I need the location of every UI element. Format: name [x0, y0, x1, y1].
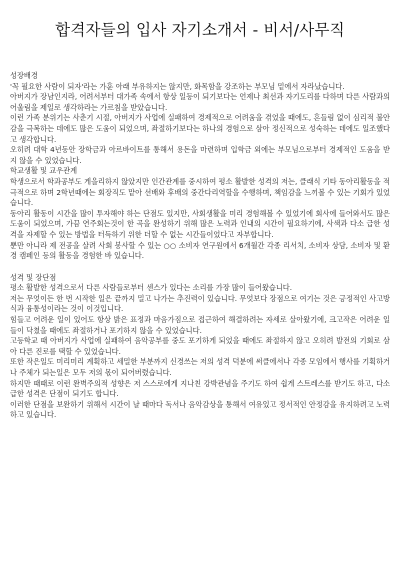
document-title: 합격자들의 입사 자기소개서 - 비서/사무직	[55, 21, 345, 39]
paragraph: 고등학교 때 아버지가 사업에 실패하여 음악공부를 중도 포기하게 되었을 때에도 좌절하지 않고 오히려 발전의 기회로 삼아 다른 진로를 택할 수 있었습니다.	[10, 336, 390, 356]
paragraph: 동아리 활동이 시간을 많이 투자해야 하는 단점도 있지만, 사회생활을 미리 경험해볼 수 있었기에 회사에 들어와서도 많은 도움이 되었으며, 가끔 연주회는것이 한 곡을 완성하기 위해 많은 노력과 인내의 시간이 필요하기에, 사색과 다소 급한 성격을 자제할 수 있는 방법을 터득하기 위한 더할 수 없는 시간들이었다고 자부합니다.	[10, 208, 390, 239]
paragraph: 저는 무엇이든 한 번 시작한 일은 끝까지 밀고 나가는 추진력이 있습니다. 무엇보다 장점으로 여기는 것은 긍정적인 사고방식과 융통성이라는 것이 이것입니다.	[10, 293, 390, 314]
spacer	[10, 48, 390, 71]
paragraph: 이런 가족 분위기는 사춘기 시절, 아버지가 사업에 실패하여 경제적으로 어려움을 겪었을 때에도, 흔들림 없이 심리적 불안감을 극복하는 데에도 많은 도움이 되었으며, 좌절하기보다는 하나의 경험으로 삼아 정신적으로 성숙하는 데에도 일조했다고 생각합니다.	[10, 113, 390, 144]
paragraph: 오히려 대학 4년동안 장학금과 아르바이트를 통해서 용돈을 마련하며 입학금 외에는 부모님으로부터 경제적인 도움을 받지 않을 수 있었습니다.	[10, 145, 390, 165]
section-heading: 학교생활 및 교우관계	[10, 166, 78, 176]
spacer	[10, 262, 390, 273]
paragraph: 학생으로서 학과공부도 게을리하지 않았지만 인간관계를 중시하여 평소 활발한 성격의 저는, 클래식 기타 동아리활동을 적극적으로 하며 2학년때에는 회장직도 맡아 선배와 후배의 중간다리역할을 수행하며, 책임감을 느끼볼 수 있는 기회가 있었습니다.	[10, 176, 390, 208]
section-school-life	[10, 166, 390, 261]
paragraph: 하지만 때때로 이런 완벽주의적 성향은 저 스스로에게 지나친 강박관념을 주기도 하여 쉽게 스트레스를 받기도 하고, 다소 급한 성격은 단점이 되기도 합니다.	[10, 378, 390, 399]
section-growth-background	[10, 71, 390, 166]
paragraph: 또한 작은일도 미리미리 계획하고 세밀한 부분까지 신경쓰는 저의 성격 덕분에 써클에서나 각종 모임에서 행사를 기획하거나 주체가 되는일은 모두 저의 몫이 되어버렸습니다.	[10, 357, 390, 378]
paragraph: 평소 활발한 성격으로서 다른 사람들로부터 센스가 있다는 소리를 가장 많이 들어왔습니다.	[10, 283, 293, 293]
paragraph: '꼭 필요한 사람이 되자'라는 가훈 아래 부유하지는 않지만, 화목함을 강조하는 부모님 밑에서 자라났습니다.	[10, 81, 345, 91]
section-heading: 성장배경	[10, 71, 38, 80]
section-personality	[10, 273, 390, 421]
paragraph: 아버지가 장남인지라, 어려서부터 대가족 속에서 항상 일등이 되기보다는 언제나 최선과 자기도리를 다하며 다른 사람과의 어울림을 제일로 생각하라는 가르침을 받았습니다.	[10, 92, 390, 112]
paragraph: 이러한 단점을 보완하기 위해서 시간이 날 때마다 독서나 음악감상을 통해서 여유있고 정서적인 안정감을 유지하려고 노력하고 있습니다.	[10, 399, 390, 420]
paragraph: 뿐만 아니라 제 전공을 살려 사회 봉사할 수 있는 ○○ 소비자 연구원에서 6개월간 각종 리서치, 소비자 상담, 소비자 및 환경 캠페인 등의 활동을 경험한 바 있습니다.	[10, 240, 390, 261]
paragraph: 힘들고 어려운 일이 있어도 항상 밝은 표정과 마음가짐으로 접근하여 해결하려는 자세로 살아왔기에, 크고작은 어려운 일들이 닥쳤을 때에도 좌절하거나 포기하지 않을 수 있었습니다.	[10, 315, 390, 335]
section-heading: 성격 및 장단점	[10, 272, 57, 282]
